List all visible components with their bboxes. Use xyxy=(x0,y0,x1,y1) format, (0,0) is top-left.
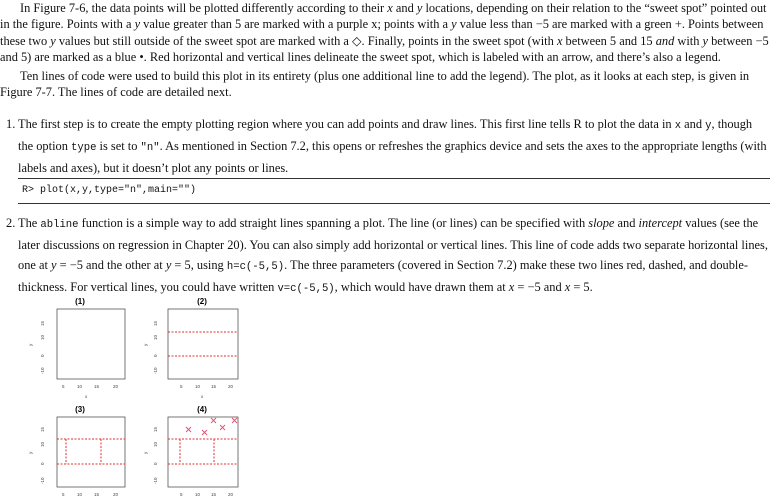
panel-3-plot-area xyxy=(57,417,125,487)
step-1-text: The first step is to create the empty plotting region where you can add points and draw lines. This first line tells R to plot the data in x and y, though the option type is set to "n". As mentioned in Section 7.2, this opens or refreshes the graphics device and sets the axes to the appropriate lengths (with labels and axes), but it doesn’t plot any points or lines. xyxy=(18,117,767,175)
x-tick: 5 xyxy=(62,492,65,497)
x-label: x xyxy=(85,394,88,399)
intro-paragraph-1: In Figure 7-6, the data points will be plotted differently according to their x and y locations, depending on their relation to the “sweet spot” pointed out in the figure. Points with a y value greater than 5 are marked with a purple x; points with a y value less than −5 are marked with a green +. Points between these two y values but still outside of the sweet spot are marked with a ◇. Finally, points in the sweet spot (with x between 5 and 15 and with y between −5 and 5) are marked as a blue •. Red horizontal and vertical lines delineate the sweet spot, which is labeled with an arrow, and there’s also a legend. xyxy=(0,1,769,65)
x-tick: 15 xyxy=(94,384,100,389)
y-label: y xyxy=(143,343,148,346)
x-tick: 10 xyxy=(77,492,83,497)
code-rule-bottom xyxy=(18,203,770,204)
y-tick: 10 xyxy=(153,441,158,447)
panel-3-title: (3) xyxy=(75,405,85,414)
y-tick: -10 xyxy=(40,367,45,374)
x-point xyxy=(186,427,191,432)
y-tick: -10 xyxy=(40,477,45,484)
x-tick: 10 xyxy=(195,384,201,389)
code-listing-1: R> plot(x,y,type="n",main="") xyxy=(22,185,197,196)
x-tick: 5 xyxy=(180,384,183,389)
x-label: x xyxy=(201,394,204,399)
panel-1-title: (1) xyxy=(75,297,85,306)
x-point xyxy=(211,418,216,423)
x-tick: 5 xyxy=(62,384,65,389)
panel-2-title: (2) xyxy=(197,297,207,306)
y-label: y xyxy=(28,451,33,454)
x-tick: 10 xyxy=(77,384,83,389)
y-tick: 0 xyxy=(40,462,45,465)
y-tick: 15 xyxy=(40,426,45,432)
step-2-text: The abline function is a simple way to add straight lines spanning a plot. The line (or lines) can be specified with slope and intercept values (see the later discussions on regression in Chapter 20). You can also simply add horizontal or vertical lines. This line of code adds two separate horizontal lines, one at y = −5 and the other at y = 5, using h=c(-5,5). The three parameters (covered in Section 7.2) make these two lines red, dashed, and double-thickness. For vertical lines, you could have written v=c(-5,5), which would have drawn them at x = −5 and x = 5. xyxy=(18,216,768,295)
x-tick: 20 xyxy=(228,492,234,497)
panel-3 xyxy=(28,405,125,497)
step-number: 1. xyxy=(6,117,16,131)
x-point xyxy=(220,425,225,430)
panel-1-plot-area xyxy=(57,309,125,379)
y-tick: 10 xyxy=(153,334,158,340)
panel-4-title: (4) xyxy=(197,405,207,414)
x-point xyxy=(232,418,237,423)
intro-paragraph-2: Ten lines of code were used to build this plot in its entirety (plus one additional line to add the legend). The plot, as it looks at each step, is given in Figure 7-7. The lines of code are detailed next. xyxy=(0,69,750,100)
y-tick: 15 xyxy=(153,426,158,432)
x-tick: 20 xyxy=(113,384,119,389)
panel-4 xyxy=(143,405,238,497)
y-tick: 0 xyxy=(40,354,45,357)
y-label: y xyxy=(143,451,148,454)
figure-panel-grid-right xyxy=(142,294,382,503)
x-tick: 15 xyxy=(211,384,217,389)
x-tick: 15 xyxy=(94,492,100,497)
step-number: 2. xyxy=(6,216,16,230)
y-tick: 10 xyxy=(40,334,45,340)
step-2 xyxy=(0,213,770,299)
panel-2 xyxy=(143,297,238,399)
x-tick: 10 xyxy=(195,492,201,497)
panel-4-plot-area xyxy=(168,417,238,487)
y-tick: 0 xyxy=(153,354,158,357)
y-tick: 0 xyxy=(153,462,158,465)
x-tick: 20 xyxy=(228,384,234,389)
y-tick: -10 xyxy=(153,367,158,374)
x-point xyxy=(202,430,207,435)
x-tick: 15 xyxy=(211,492,217,497)
panel-2-plot-area xyxy=(168,309,238,379)
step-1 xyxy=(0,114,770,178)
y-tick: 15 xyxy=(153,320,158,326)
y-label: y xyxy=(28,343,33,346)
y-tick: -10 xyxy=(153,477,158,484)
x-tick: 20 xyxy=(113,492,119,497)
point-markers xyxy=(186,418,237,435)
panel-1 xyxy=(28,297,125,399)
y-tick: 15 xyxy=(40,320,45,326)
y-tick: 10 xyxy=(40,441,45,447)
x-tick: 5 xyxy=(180,492,183,497)
code-rule-top xyxy=(18,178,770,179)
